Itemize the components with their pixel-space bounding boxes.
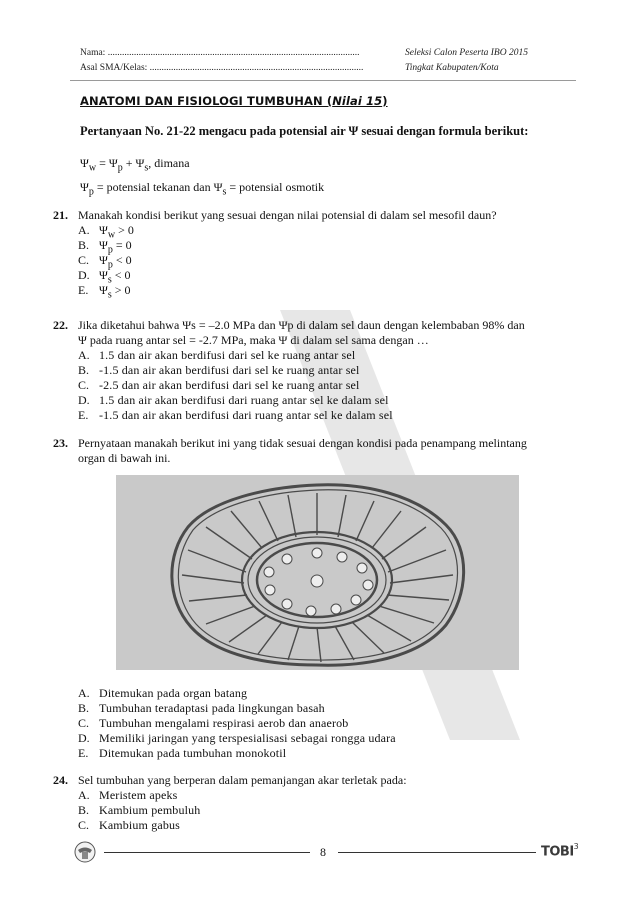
option-b[interactable]: B. Tumbuhan teradaptasi pada lingkungan basah [78, 701, 325, 715]
tobi-logo-text: TOBI [541, 844, 574, 860]
question-21 [53, 208, 593, 301]
question-number: 23. [53, 436, 68, 450]
option-e[interactable]: E. Ditemukan pada tumbuhan monokotil [78, 746, 287, 760]
question-stem-line-2: Ψ pada ruang antar sel = -2.7 MPa, maka Ψ di dalam sel sama dengan … [78, 333, 429, 347]
footer-rule-left [104, 852, 310, 853]
question-24 [53, 773, 593, 833]
question-stem: Manakah kondisi berikut yang sesuai dengan nilai potensial di dalam sel mesofil daun? [78, 208, 497, 222]
header-school-field: Asal SMA/Kelas: .......................................................................................... [80, 63, 364, 73]
question-stem: Sel tumbuhan yang berperan dalam pemanjangan akar terletak pada: [78, 773, 407, 787]
question-number: 24. [53, 773, 68, 787]
cross-section-micrograph [116, 475, 519, 670]
question-number: 21. [53, 208, 68, 222]
tobi-logo-sup: 3 [573, 842, 579, 851]
option-a[interactable]: A. Meristem apeks [78, 788, 178, 802]
header-name-field: Nama: .......................................................................................................... [80, 48, 360, 58]
option-b[interactable]: B. Kambium pembuluh [78, 803, 201, 817]
question-stem-line-2: organ di bawah ini. [78, 451, 171, 465]
question-22 [53, 318, 593, 423]
option-b[interactable]: B. -1.5 dan air akan berdifusi dari sel ke ruang antar sel [78, 363, 360, 377]
question-stem-line-1: Pernyataan manakah berikut ini yang tidak sesuai dengan kondisi pada penampang melintang [78, 436, 527, 450]
page-number: 8 [320, 845, 326, 859]
header-exam-title: Seleksi Calon Peserta IBO 2015 [405, 48, 528, 58]
option-d[interactable]: D. 1.5 dan air akan berdifusi dari ruang antar sel ke dalam sel [78, 393, 389, 407]
option-e[interactable]: E. $\Psi_s > 0$ [78, 283, 131, 301]
option-b[interactable]: B. $\Psi_p = 0$ [78, 238, 132, 256]
footer-rule-right [338, 852, 536, 853]
option-c[interactable]: C. -2.5 dan air akan berdifusi dari sel ke ruang antar sel [78, 378, 360, 392]
tobi-logo-icon [541, 842, 579, 860]
question-23 [53, 436, 593, 466]
formula-line-2: $\Psi_p$ = potensial tekanan dan $\Psi_s$ = potensial osmotik [80, 180, 325, 198]
header-exam-level: Tingkat Kabupaten/Kota [405, 63, 499, 73]
option-a[interactable]: A. 1.5 dan air akan berdifusi dari sel ke ruang antar sel [78, 348, 356, 362]
intro-text: Pertanyaan No. 21-22 mengacu pada potensial air Ψ sesuai dengan formula berikut: [80, 124, 529, 138]
question-stem-line-1: Jika diketahui bahwa Ψs = –2.0 MPa dan Ψp di dalam sel daun dengan kelembaban 98% dan [78, 318, 525, 332]
option-a[interactable]: A. $\Psi_w > 0$ [78, 223, 134, 241]
question-number: 22. [53, 318, 68, 332]
question-23-options [53, 686, 593, 761]
option-c[interactable]: C. Kambium gabus [78, 818, 180, 832]
garuda-emblem-icon [74, 841, 96, 863]
header-rule [70, 80, 576, 81]
formula-line-1: $\Psi_w = \Psi_p + \Psi_s$, dimana [80, 156, 190, 174]
option-e[interactable]: E. -1.5 dan air akan berdifusi dari ruang antar sel ke dalam sel [78, 408, 393, 422]
option-c[interactable]: C. $\Psi_p < 0$ [78, 253, 132, 271]
option-a[interactable]: A. Ditemukan pada organ batang [78, 686, 248, 700]
option-c[interactable]: C. Tumbuhan mengalami respirasi aerob dan anaerob [78, 716, 349, 730]
option-d[interactable]: D. Memiliki jaringan yang terspesialisasi sebagai rongga udara [78, 731, 396, 745]
section-title: ANATOMI DAN FISIOLOGI TUMBUHAN (Nilai 15) [80, 94, 388, 108]
option-d[interactable]: D. $\Psi_s < 0$ [78, 268, 131, 286]
micrograph-drawing [116, 475, 519, 670]
